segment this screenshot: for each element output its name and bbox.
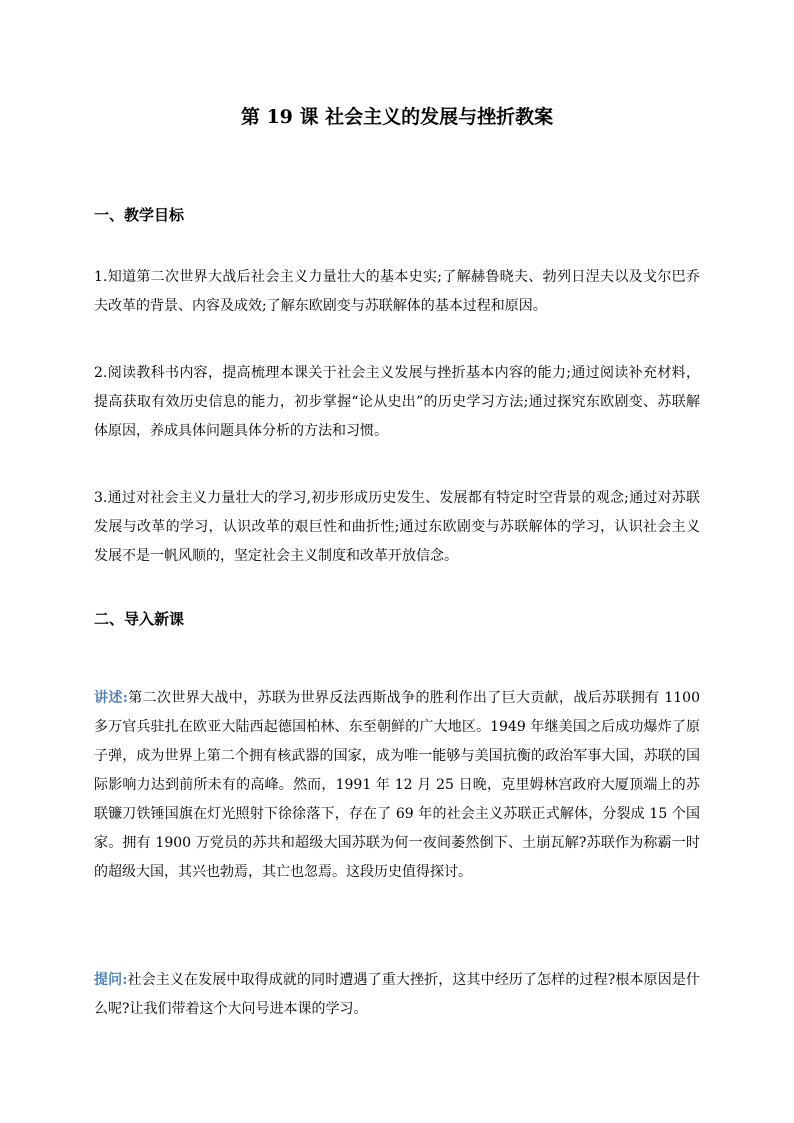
lecture-label: 讲述: bbox=[94, 690, 128, 706]
lecture-paragraph bbox=[94, 684, 700, 887]
page-title: 第 19 课 社会主义的发展与挫折教案 bbox=[240, 106, 554, 128]
objective-item-3: 3.通过对社会主义力量壮大的学习,初步形成历史发生、发展都有特定时空背景的观念;通过对苏联发展与改革的学习，认识改革的艰巨性和曲折性;通过东欧剧变与苏联解体的学习，认识社会主义发展不是一帆风顺的，坚定社会主义制度和改革开放信念。 bbox=[94, 490, 700, 564]
lecture-text: 第二次世界大战中，苏联为世界反法西斯战争的胜利作出了巨大贡献，战后苏联拥有 1100 多万官兵驻扎在欧亚大陆西起德国柏林、东至朝鲜的广大地区。1949 年继美国之后成功爆炸了原子弹，成为世界上第二个拥有核武器的国家，成为唯一能够与美国抗衡的政治军事大国，苏联的国际影响力达到前所未有的高峰。然而，1991 年 12 月 25 日晚，克里姆林宫政府大厦顶端上的苏联镰刀铁锤国旗在灯光照射下徐徐落下，存在了 69 年的社会主义苏联正式解体，分裂成 15 个国家。拥有 1900 万党员的苏共和超级大国苏联为何一夜间萎然倒下、土崩瓦解?苏联作为称霸一时的超级大国，其兴也勃焉，其亡也忽焉。这段历史值得探讨。 bbox=[94, 690, 700, 880]
question-label: 提问: bbox=[94, 972, 128, 988]
objective-item-1: 1.知道第二次世界大战后社会主义力量壮大的基本史实;了解赫鲁晓夫、勃列日涅夫以及戈尔巴乔夫改革的背景、内容及成效;了解东欧剧变与苏联解体的基本过程和原因。 bbox=[94, 269, 700, 314]
section-heading-introduction: 二、导入新课 bbox=[94, 610, 185, 628]
objective-item-2: 2.阅读教科书内容，提高梳理本课关于社会主义发展与挫折基本内容的能力;通过阅读补充材料，提高获取有效历史信息的能力，初步掌握“论从史出”的历史学习方法;通过探究东欧剧变、苏联解体原因，养成具体问题具体分析的方法和习惯。 bbox=[94, 365, 700, 439]
question-text: 社会主义在发展中取得成就的同时遭遇了重大挫折，这其中经历了怎样的过程?根本原因是什么呢?让我们带着这个大问号进本课的学习。 bbox=[94, 972, 700, 1017]
section-heading-objectives: 一、教学目标 bbox=[94, 206, 185, 224]
question-paragraph bbox=[94, 966, 700, 1024]
